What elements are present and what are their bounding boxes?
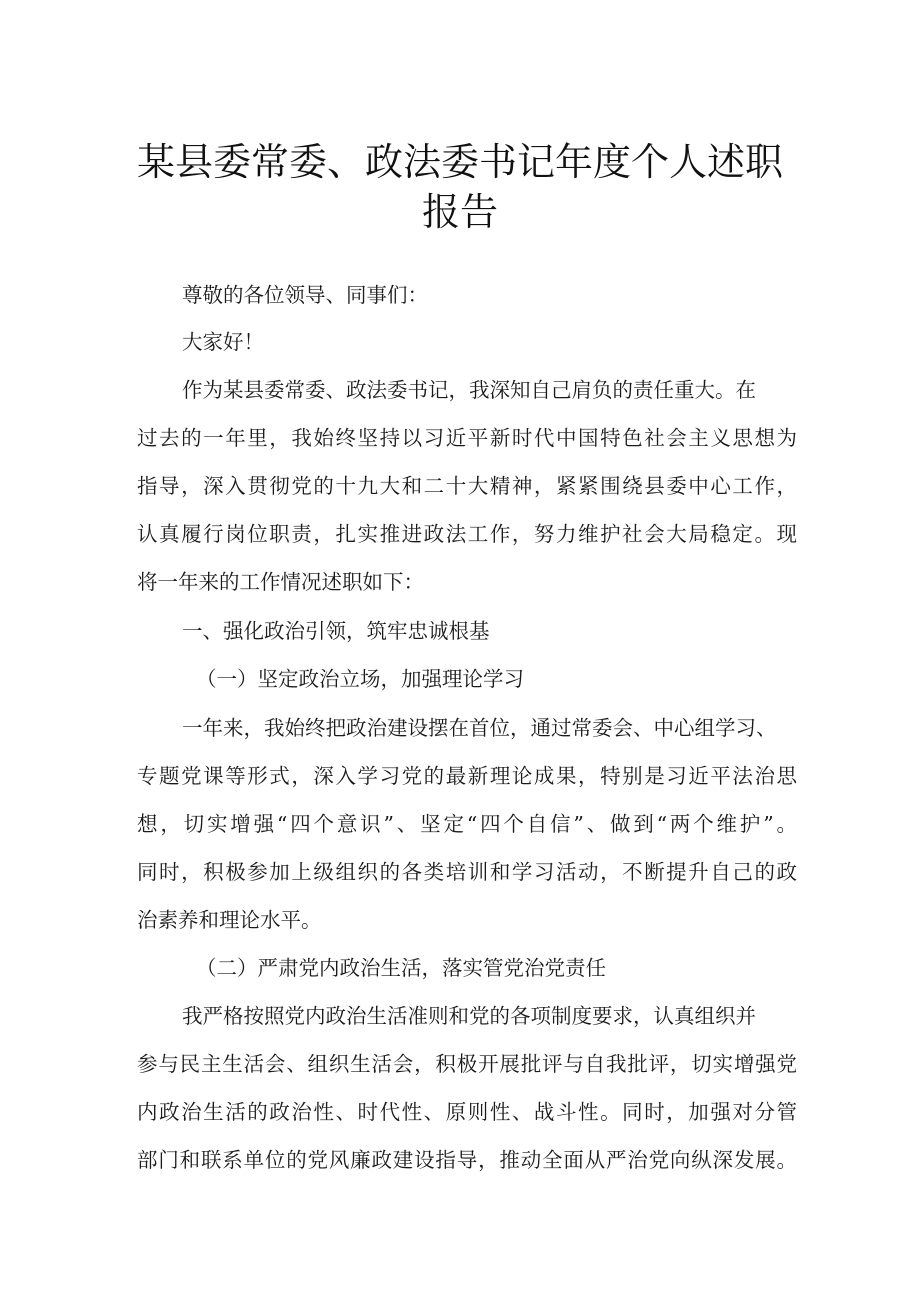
intro-line-5: 将一年来的工作情况述职如下： — [137, 570, 424, 594]
document-title-line-1: 某县委常委、政法委书记年度个人述职 — [136, 140, 783, 184]
sub2-body-line-2: 参与民主生活会、组织生活会，积极开展批评与自我批评，切实增强党 — [137, 1052, 797, 1076]
intro-line-4: 认真履行岗位职责，扎实推进政法工作，努力维护社会大局稳定。现 — [137, 522, 797, 546]
sub1-body-line-2: 专题党课等形式，深入学习党的最新理论成果，特别是习近平法治思 — [137, 764, 797, 788]
sub2-body-line-4: 部门和联系单位的党风廉政建设指导，推动全面从严治党向纵深发展。 — [137, 1148, 797, 1172]
intro-line-2: 过去的一年里，我始终坚持以习近平新时代中国特色社会主义思想为 — [137, 426, 797, 450]
subsection-2-heading: （二）严肃党内政治生活，落实管党治党责任 — [196, 956, 606, 980]
intro-line-1: 作为某县委常委、政法委书记，我深知自己肩负的责任重大。在 — [182, 378, 756, 402]
sub1-body-line-3: 想，切实增强“四个意识”、坚定“四个自信”、做到“两个维护”。 — [137, 812, 797, 836]
sub2-body-line-3: 内政治生活的政治性、时代性、原则性、战斗性。同时，加强对分管 — [137, 1100, 797, 1124]
intro-line-3: 指导，深入贯彻党的十九大和二十大精神，紧紧围绕县委中心工作， — [137, 474, 797, 498]
sub1-body-line-5: 治素养和理论水平。 — [137, 908, 322, 932]
sub2-body-line-1: 我严格按照党内政治生活准则和党的各项制度要求，认真组织并 — [182, 1004, 756, 1028]
sub1-body-line-4: 同时，积极参加上级组织的各类培训和学习活动，不断提升自己的政 — [137, 860, 797, 884]
section-1-heading: 一、强化政治引领，筑牢忠诚根基 — [182, 619, 490, 643]
salutation: 尊敬的各位领导、同事们： — [182, 283, 428, 307]
greeting: 大家好！ — [182, 330, 264, 354]
subsection-1-heading: （一）坚定政治立场，加强理论学习 — [196, 667, 524, 691]
document-title-line-2: 报告 — [421, 190, 498, 234]
sub1-body-line-1: 一年来，我始终把政治建设摆在首位，通过常委会、中心组学习、 — [182, 716, 777, 740]
